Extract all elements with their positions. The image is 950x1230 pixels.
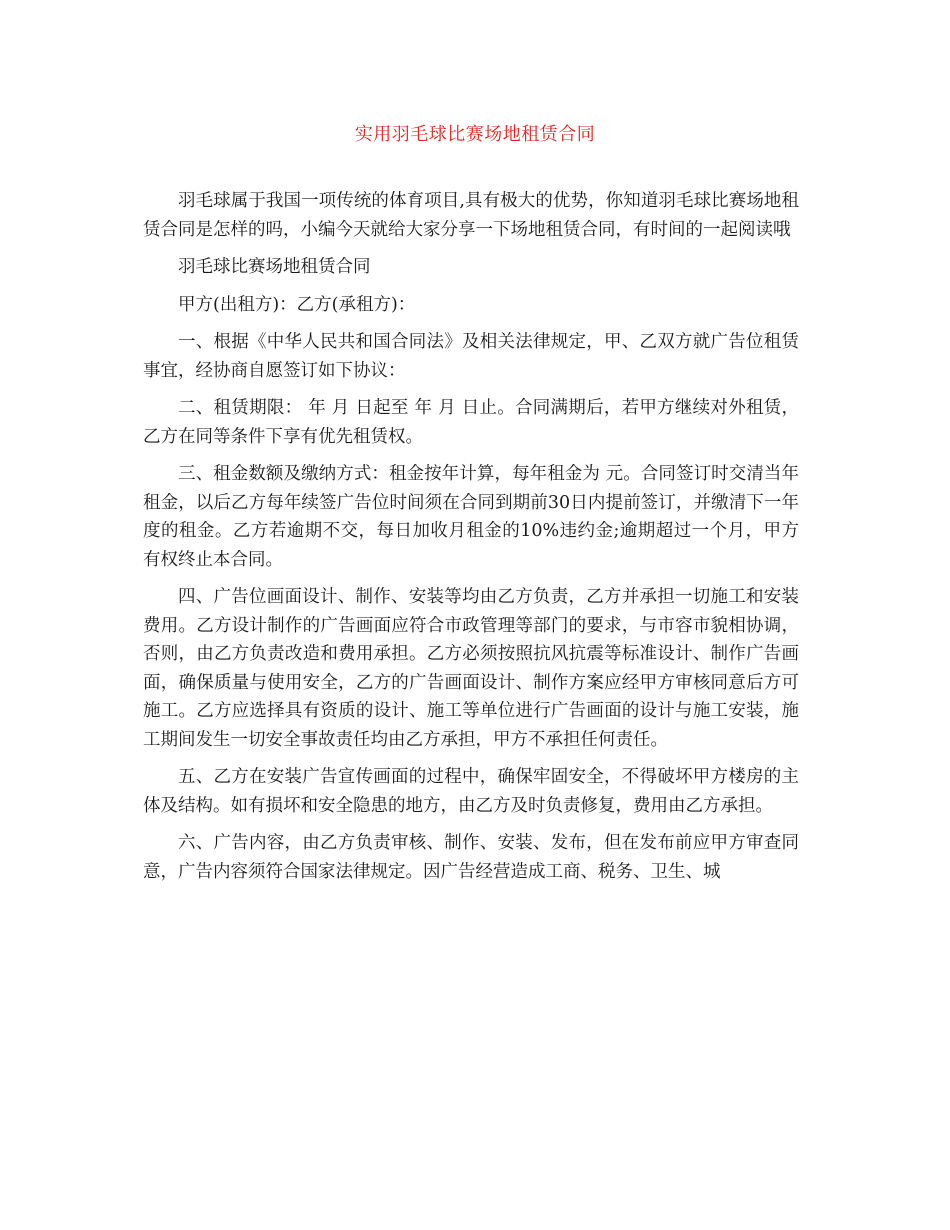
paragraph-contract-heading: 羽毛球比赛场地租赁合同 — [178, 257, 371, 277]
paragraph-clause-2: 二、租赁期限： 年 月 日起至 年 月 日止。合同满期后，若甲方继续对外租赁，乙方在同等条件下享有优先租赁权。 — [143, 398, 799, 447]
document-title: 实用羽毛球比赛场地租赁合同 — [354, 124, 596, 145]
paragraph-clause-1: 一、根据《中华人民共和国合同法》及相关法律规定，甲、乙双方就广告位租赁事宜，经协商自愿签订如下协议： — [143, 332, 799, 381]
paragraph-parties: 甲方(出租方)：乙方(承租方)： — [178, 294, 416, 315]
paragraph-intro: 羽毛球属于我国一项传统的体育项目,具有极大的优势，你知道羽毛球比赛场地租赁合同是怎样的吗，小编今天就给大家分享一下场地租赁合同，有时间的一起阅读哦 — [143, 191, 799, 240]
paragraph-clause-6: 六、广告内容，由乙方负责审核、制作、安装、发布，但在发布前应甲方审查同意，广告内容须符合国家法律规定。因广告经营造成工商、税务、卫生、城 — [143, 833, 799, 882]
paragraph-clause-3: 三、租金数额及缴纳方式：租金按年计算，每年租金为 元。合同签订时交清当年租金，以后乙方每年续签广告位时间须在合同到期前30日内提前签订，并缴清下一年度的租金。乙方若逾期不交，每日加收月租金的10%违约金;逾期超过一个月，甲方有权终止本合同。 — [143, 464, 799, 570]
paragraph-clause-4: 四、广告位画面设计、制作、安装等均由乙方负责，乙方并承担一切施工和安装费用。乙方设计制作的广告画面应符合市政管理等部门的要求，与市容市貌相协调，否则，由乙方负责改造和费用承担。乙方必须按照抗风抗震等标准设计、制作广告画面，确保质量与使用安全，乙方的广告画面设计、制作方案应经甲方审核同意后方可施工。乙方应选择具有资质的设计、施工等单位进行广告画面的设计与施工安装，施工期间发生一切安全事故责任均由乙方承担，甲方不承担任何责任。 — [143, 587, 799, 750]
paragraph-clause-5: 五、乙方在安装广告宣传画面的过程中，确保牢固安全，不得破坏甲方楼房的主体及结构。如有损坏和安全隐患的地方，由乙方及时负责修复，费用由乙方承担。 — [143, 767, 799, 816]
document-body — [143, 187, 799, 895]
